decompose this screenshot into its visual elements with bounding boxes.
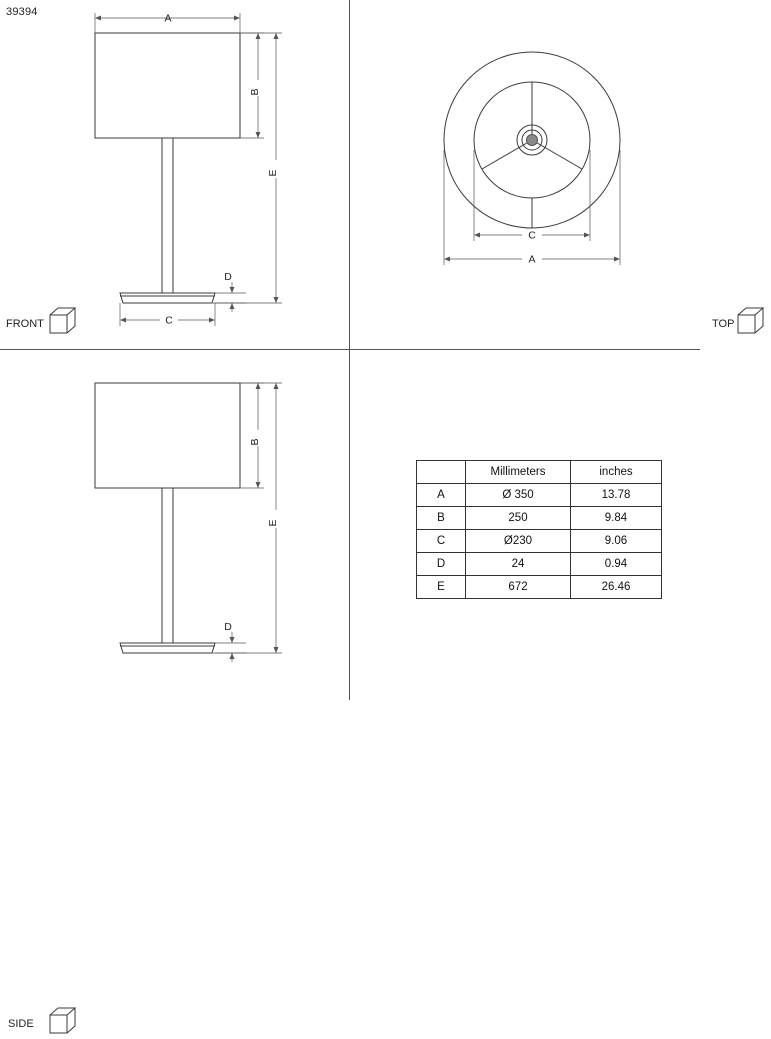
row-key-d: D xyxy=(417,553,466,576)
row-in-c: 9.06 xyxy=(571,530,662,553)
front-orientation-cube-icon xyxy=(47,305,83,339)
side-dim-d-label: D xyxy=(224,621,232,633)
top-view-label: TOP xyxy=(712,318,735,330)
table-row xyxy=(417,530,662,553)
row-key-a: A xyxy=(417,484,466,507)
row-in-e: 26.46 xyxy=(571,576,662,599)
front-dim-e-label: E xyxy=(267,169,279,177)
dimensions-table xyxy=(416,460,662,599)
table-header-row xyxy=(417,461,662,484)
table-row xyxy=(417,576,662,599)
side-view-panel xyxy=(0,350,349,1030)
table-header-key xyxy=(417,461,466,484)
side-view-label: SIDE xyxy=(8,1018,34,1030)
spec-table-panel xyxy=(350,350,700,700)
front-dim-b-label: B xyxy=(249,88,261,96)
front-dim-c-label: C xyxy=(165,314,173,327)
front-view-drawing xyxy=(0,0,349,349)
side-dim-b-label: B xyxy=(249,438,261,446)
row-key-b: B xyxy=(417,507,466,530)
row-mm-a: Ø 350 xyxy=(466,484,571,507)
table-row xyxy=(417,484,662,507)
side-orientation-cube-icon xyxy=(47,1005,83,1039)
row-mm-d: 24 xyxy=(466,553,571,576)
front-dim-a-label: A xyxy=(164,12,172,25)
row-mm-b: 250 xyxy=(466,507,571,530)
top-view-drawing xyxy=(350,0,700,349)
row-in-a: 13.78 xyxy=(571,484,662,507)
top-dim-a-label: A xyxy=(528,253,536,266)
table-row xyxy=(417,507,662,530)
top-dim-c-label: C xyxy=(528,229,536,242)
front-view-panel xyxy=(0,0,349,349)
row-mm-c: Ø230 xyxy=(466,530,571,553)
top-view-panel xyxy=(350,0,735,349)
table-header-inches: inches xyxy=(571,461,662,484)
row-in-d: 0.94 xyxy=(571,553,662,576)
front-dim-d-label: D xyxy=(224,271,232,283)
side-view-drawing xyxy=(0,350,349,700)
front-view-label: FRONT xyxy=(6,318,44,330)
row-key-c: C xyxy=(417,530,466,553)
row-key-e: E xyxy=(417,576,466,599)
row-mm-e: 672 xyxy=(466,576,571,599)
table-header-millimeters: Millimeters xyxy=(466,461,571,484)
table-row xyxy=(417,553,662,576)
side-dim-e-label: E xyxy=(267,519,279,527)
part-number: 39394 xyxy=(6,6,38,18)
row-in-b: 9.84 xyxy=(571,507,662,530)
top-orientation-cube-icon xyxy=(735,305,771,339)
